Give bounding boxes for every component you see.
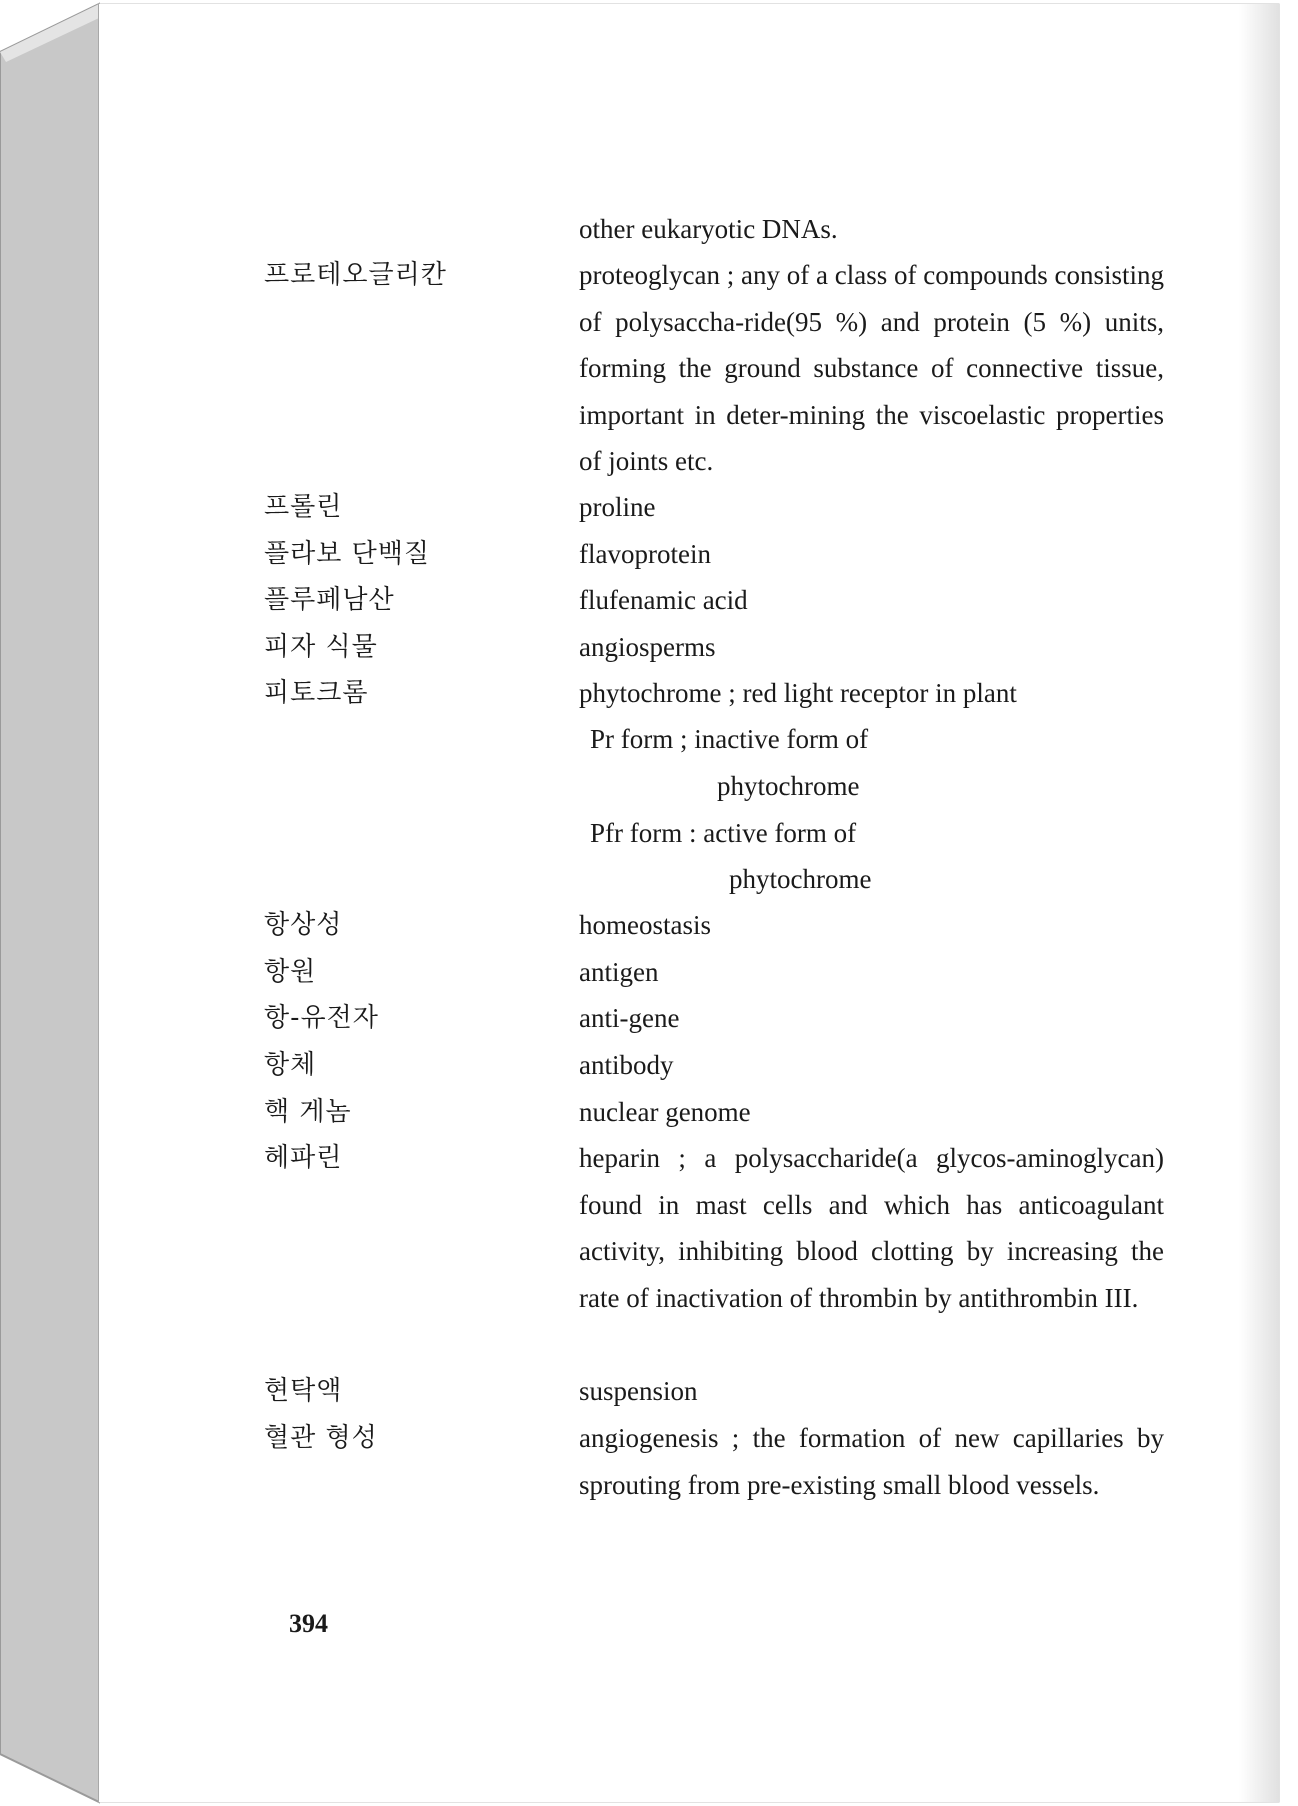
entry-term: 핵 게놈 <box>264 1097 352 1127</box>
entry-definition: suspension <box>579 1376 698 1406</box>
entry-definition: antigen <box>579 957 659 987</box>
entry-term: 프로테오글리칸 <box>264 260 447 290</box>
sub-definition-pr-cont: phytochrome <box>717 771 860 801</box>
entry-definition: anti-gene <box>579 1003 680 1033</box>
entry-term: 플루페남산 <box>264 585 395 615</box>
entry-term: 현탁액 <box>264 1376 343 1406</box>
entry-definition: angiogenesis ; the formation of new capillaries by sprouting from pre-existing small blood vessels. <box>579 1423 1164 1500</box>
entry-definition: flufenamic acid <box>579 585 748 615</box>
entry-definition: antibody <box>579 1050 674 1080</box>
sub-definition-pr: Pr form ; inactive form of <box>590 724 869 754</box>
entry-definition: proteoglycan ; any of a class of compounds consisting of polysaccha-ride(95 %) and protein (5 %) units, forming the ground substance of connective tissue, important in deter-mining the viscoelastic properties of joints etc. <box>579 260 1164 476</box>
continuation-text: other eukaryotic DNAs. <box>579 214 838 244</box>
entry-term: 피자 식물 <box>264 632 378 662</box>
entry-term: 항상성 <box>264 910 343 940</box>
entry-definition: angiosperms <box>579 632 716 662</box>
glossary <box>99 4 1279 1802</box>
sub-definition-pfr: Pfr form : active form of <box>590 818 857 848</box>
entry-definition: nuclear genome <box>579 1097 751 1127</box>
entry-term: 피토크롬 <box>264 678 369 708</box>
entry-term: 혈관 형성 <box>264 1423 378 1453</box>
entry-definition: phytochrome ; red light receptor in plant <box>579 678 1017 708</box>
entry-term: 헤파린 <box>264 1143 343 1173</box>
entry-definition: flavoprotein <box>579 539 711 569</box>
entry-definition: homeostasis <box>579 910 711 940</box>
sub-definition-pfr-cont: phytochrome <box>729 864 872 894</box>
entry-term: 플라보 단백질 <box>264 539 430 569</box>
entry-term: 항-유전자 <box>264 1003 379 1033</box>
page-number: 394 <box>289 1609 328 1638</box>
entry-definition: proline <box>579 492 656 522</box>
entry-definition: heparin ; a polysaccharide(a glycos-aminoglycan) found in mast cells and which has anticoagulant activity, inhibiting blood clotting by increasing the rate of inactivation of thrombin by antithrombin III. <box>579 1143 1164 1313</box>
entry-term: 프롤린 <box>264 492 343 522</box>
entry-term: 항원 <box>264 957 317 987</box>
document-page <box>99 4 1279 1802</box>
entry-term: 항체 <box>264 1050 317 1080</box>
